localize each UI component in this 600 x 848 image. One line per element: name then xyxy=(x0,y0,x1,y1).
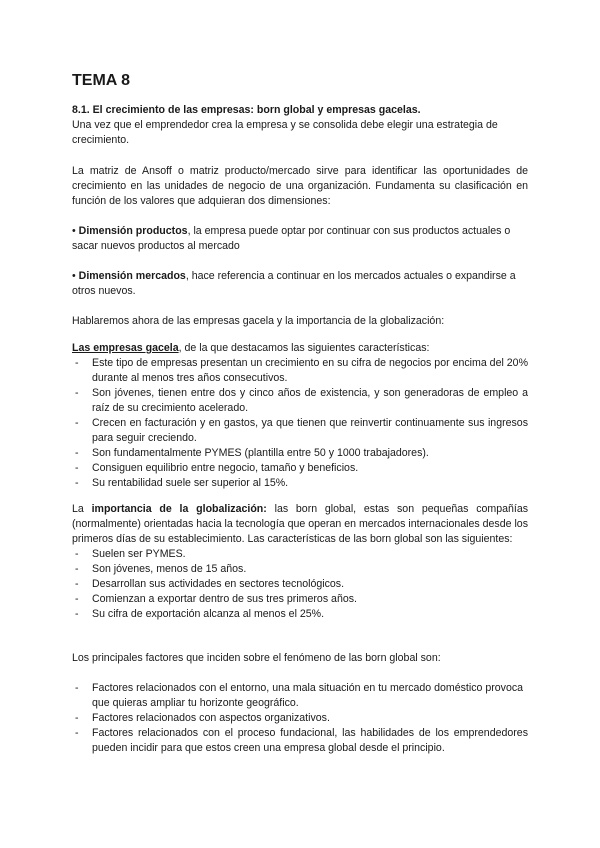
list-item: - Consiguen equilibrio entre negocio, tamaño y beneficios. xyxy=(72,461,528,476)
section-heading: 8.1. El crecimiento de las empresas: born global y empresas gacelas. xyxy=(72,104,421,116)
globalizacion-section xyxy=(72,502,528,622)
gacela-text: , de la que destacamos las siguientes características: xyxy=(178,342,430,354)
list-item: - Desarrollan sus actividades en sectores tecnológicos. xyxy=(72,577,528,592)
list-item: - Son jóvenes, tienen entre dos y cinco años de existencia, y son generadoras de empleo a raíz de su crecimiento acelerado. xyxy=(72,386,528,416)
page-title: TEMA 8 xyxy=(72,72,131,89)
list-item: - Factores relacionados con aspectos organizativos. xyxy=(72,711,528,726)
dimension-mercados-label: Dimensión mercados xyxy=(78,270,186,282)
list-item: - Son jóvenes, menos de 15 años. xyxy=(72,562,528,577)
gacela-intro xyxy=(72,341,528,356)
list-item: - Crecen en facturación y en gastos, ya que tienen que reinvertir continuamente sus ingresos para seguir creciendo. xyxy=(72,416,528,446)
gacela-section xyxy=(72,341,528,491)
globalizacion-prefix: La xyxy=(72,503,92,515)
section-block xyxy=(72,103,528,148)
list-item: - Son fundamentalmente PYMES (plantilla entre 50 y 1000 trabajadores). xyxy=(72,446,528,461)
intro-paragraph: Una vez que el emprendedor crea la empresa y se consolida debe elegir una estrategia de crecimiento. xyxy=(72,119,498,146)
factores-intro: Los principales factores que inciden sobre el fenómeno de las born global son: xyxy=(72,652,441,664)
dimension-mercados-text: , hace referencia a continuar en los mercados actuales o expandirse a otros nuevos. xyxy=(72,270,516,297)
list-item: - Este tipo de empresas presentan un crecimiento en su cifra de negocios por encima del 20% durante al menos tres años consecutivos. xyxy=(72,356,528,386)
list-item: - Factores relacionados con el entorno, una mala situación en tu mercado doméstico provoca que quieras ampliar tu horizonte geográfico. xyxy=(72,681,528,711)
globalizacion-intro xyxy=(72,502,528,547)
list-item: - Factores relacionados con el proceso fundacional, las habilidades de los emprendedores pueden incidir para que estos creen una empresa global desde el principio. xyxy=(72,726,528,756)
bullet: • xyxy=(72,225,76,237)
factores-list xyxy=(72,681,528,756)
list-item: - Comienzan a exportar dentro de sus tres primeros años. xyxy=(72,592,528,607)
hablaremos-paragraph: Hablaremos ahora de las empresas gacela y la importancia de la globalización: xyxy=(72,315,445,327)
gacela-label: Las empresas gacela xyxy=(72,342,179,354)
globalizacion-label: importancia de la globalización: xyxy=(91,503,267,515)
list-item: - Su rentabilidad suele ser superior al 15%. xyxy=(72,476,528,491)
dimension-productos xyxy=(72,224,528,254)
list-item: - Su cifra de exportación alcanza al menos el 25%. xyxy=(72,607,528,622)
ansoff-paragraph: La matriz de Ansoff o matriz producto/mercado sirve para identificar las oportunidades de crecimiento en las unidades de negocio de una organización. Fundamenta su clasificación en función de los valores que adquieran dos dimensiones: xyxy=(72,165,528,207)
dimension-mercados xyxy=(72,269,528,299)
dimension-productos-label: Dimensión productos xyxy=(78,225,188,237)
globalizacion-text: las born global, estas son pequeñas compañías (normalmente) orientadas hacia la tecnología que operan en mercados internacionales desde los primeros días de su establecimiento. Las características de las born global son las siguientes: xyxy=(72,503,529,545)
bullet: • xyxy=(72,270,76,282)
gacela-list xyxy=(72,356,528,491)
born-global-list xyxy=(72,547,528,622)
list-item: - Suelen ser PYMES. xyxy=(72,547,528,562)
dimension-productos-text: , la empresa puede optar por continuar con sus productos actuales o sacar nuevos productos al mercado xyxy=(72,225,511,252)
